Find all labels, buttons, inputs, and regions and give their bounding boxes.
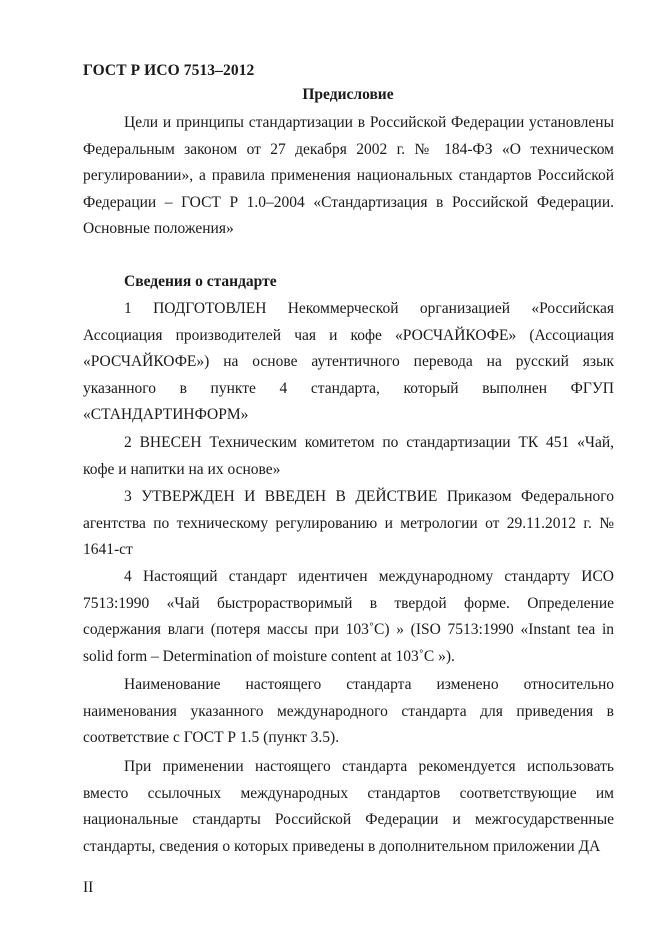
item-3-approved: 3 УТВЕРЖДЕН И ВВЕДЕН В ДЕЙСТВИЕ Приказом Федерального агентства по техническому регулированию и метрологии от 29.11.2012 г. № 1641-ст xyxy=(83,488,614,559)
page-number: II xyxy=(83,879,94,896)
name-change-paragraph: Наименование настоящего стандарта изменено относительно наименования указанного международного стандарта для приведения в соответствие с ГОСТ Р 1.5 (пункт 3.5). xyxy=(83,676,614,747)
item-2-introduced: 2 ВНЕСЕН Техническим комитетом по стандартизации ТК 451 «Чай, кофе и напитки на их основе» xyxy=(83,434,614,478)
recommendation-paragraph: При применении настоящего стандарта рекомендуется использовать вместо ссылочных международных стандартов соответствующие им национальные стандарты Российской Федерации и межгосударственные стандарты, сведения о которых приведены в дополнительном приложении ДА xyxy=(83,758,614,855)
document-code: ГОСТ Р ИСО 7513–2012 xyxy=(83,62,255,79)
foreword-title: Предисловие xyxy=(302,86,394,103)
item-1-prepared: 1 ПОДГОТОВЛЕН Некоммерческой организацией «Российская Ассоциация производителей чая и кофе «РОСЧАЙКОФЕ» (Ассоциация «РОСЧАЙКОФЕ») на основе аутентичного перевода на русский язык указанного в пункте 4 стандарта, который выполнен ФГУП «СТАНДАРТИНФОРМ» xyxy=(83,300,614,424)
foreword-paragraph: Цели и принципы стандартизации в Российской Федерации установлены Федеральным законом от 27 декабря 2002 г. № 184-ФЗ «О техническом регулировании», а правила применения национальных стандартов Российской Федерации – ГОСТ Р 1.0–2004 «Стандартизация в Российской Федерации. Основные положения» xyxy=(83,114,614,238)
item-4-identical: 4 Настоящий стандарт идентичен международному стандарту ИСО 7513:1990 «Чай быстрорастворимый в твердой форме. Определение содержания влаги (потеря массы при 103˚С) » (ISO 7513:1990 «Instant tea in solid form – Determination of moisture content at 103˚С »). xyxy=(83,568,614,665)
standard-info-heading: Сведения о стандарте xyxy=(124,273,277,290)
